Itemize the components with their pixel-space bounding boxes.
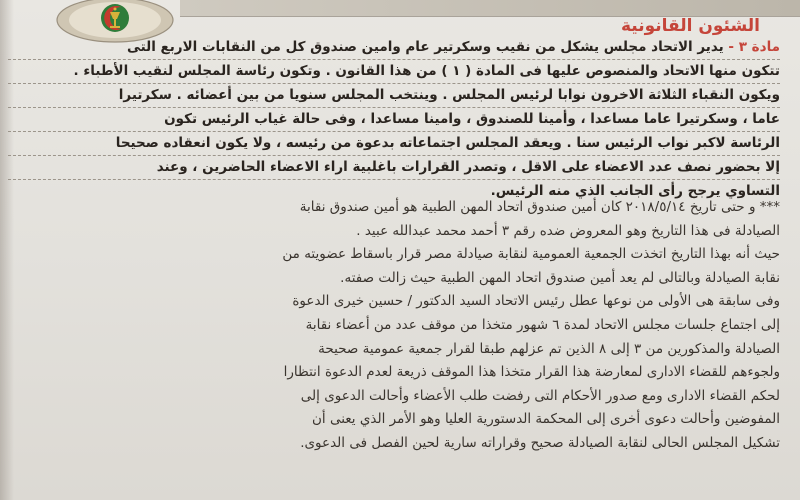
article-line: الرئاسة لاكبر نواب الرئيس سنا . ويعقد المجلس اجتماعاته بدعوة من رئيسه ، ولا يكون انعقاده صحيحا (8, 132, 780, 156)
article-line: التساوي يرجح رأى الجانب الذي منه الرئيس. (490, 183, 780, 199)
article-line-text: يدير الاتحاد مجلس يشكل من نقيب وسكرتير عام وامين صندوق كل من النقابات الاربع التى (126, 39, 724, 55)
body-text (50, 196, 780, 456)
article-label: مادة ٣ - (728, 39, 780, 55)
body-line: وفى سابقة هى الأولى من نوعها عطل رئيس الاتحاد السيد الدكتور / حسين خيرى الدعوة (292, 293, 780, 310)
body-line: *** و حتى تاريخ ٢٠١٨/٥/١٤ كان أمين صندوق اتحاد المهن الطبية هو أمين صندوق نقابة (299, 199, 780, 215)
body-line: ولجوءهم للقضاء الادارى لمعارضة هذا القرار متخذا هذا الموقف ذريعة لعدم الدعوة انتظارا (283, 364, 780, 381)
article-line (8, 36, 780, 60)
article-line: ويكون النقباء الثلاثة الاخرون نوابا لرئيس المجلس . وينتخب المجلس سنويا من بين أعضائه . سكرتيرا (8, 84, 780, 108)
article-line: عاما ، وسكرتيرا عاما مساعدا ، وأمينا للصندوق ، وامينا مساعدا ، وفى حالة غياب الرئيس تكون (8, 108, 780, 132)
body-line: نقابة الصيادلة وبالتالى لم يعد أمين صندوق اتحاد المهن الطبية حيث زالت صفته. (340, 269, 780, 286)
body-line: المفوضين وأحالت دعوى أخرى إلى المحكمة الدستورية العليا وهو الأمر الذي يعنى أن (312, 411, 780, 428)
body-line: لحكم القضاء الادارى ومع صدور الأحكام التى رفضت طلب الأعضاء وأحالت الدعوى إلى (300, 387, 780, 404)
letterhead-bar (180, 0, 800, 17)
article-3-text (8, 36, 780, 203)
body-line: الصيادلة والمذكورين من ٣ إلى ٨ الذين تم عزلهم طبقا لقرار جمعية عمومية صحيحة (318, 340, 780, 357)
body-line: الصيادلة فى هذا التاريخ وهو المعروض ضده رقم ٣ أحمد محمد عبدالله عبيد . (356, 222, 780, 239)
article-line: تتكون منها الاتحاد والمنصوص عليها فى المادة ( ١ ) من هذا القانون . وتكون رئاسة المجلس لنقيب الأطباء . (8, 60, 780, 84)
article-line: إلا بحضور نصف عدد الاعضاء على الاقل ، وتصدر القرارات باغلبية اراء الاعضاء الحاضرين ، وعند (8, 156, 780, 180)
body-line: تشكيل المجلس الحالى لنقابة الصيادلة صحيح وقراراته سارية لحين الفصل فى الدعوى. (300, 434, 780, 451)
body-line: حيث أنه بهذا التاريخ اتخذت الجمعية العمومية لنقابة صيادلة مصر قرار باسقاط عضويته من (282, 246, 780, 263)
body-line: إلى اجتماع جلسات مجلس الاتحاد لمدة ٦ شهور متخذا من موقف عدد من أعضاء نقابة (305, 316, 780, 333)
section-title: الشئون القانونية (620, 16, 760, 36)
